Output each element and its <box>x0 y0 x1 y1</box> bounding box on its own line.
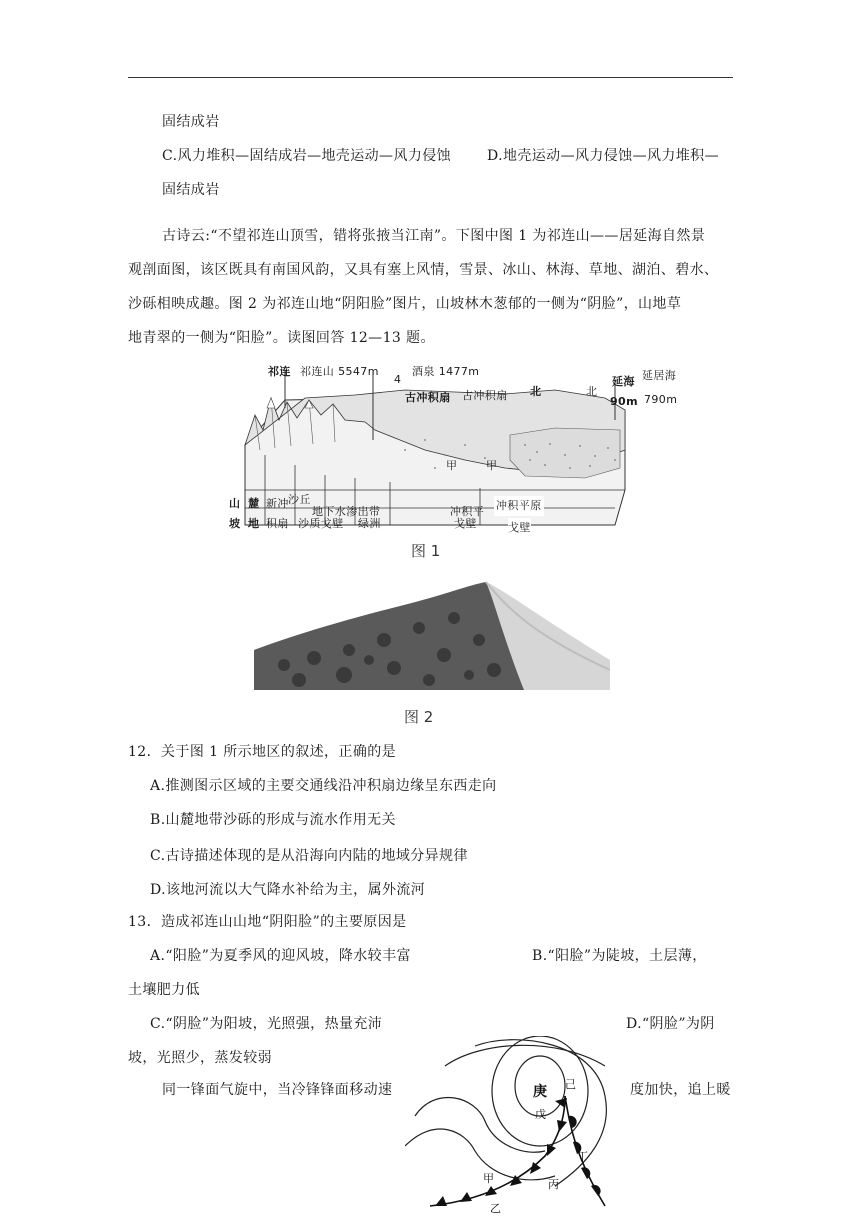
label-shaqiu: 沙丘 <box>288 493 311 506</box>
question-12: 12．关于图 1 所示地区的叙述，正确的是 <box>128 744 397 760</box>
label-chongji: 冲积平原 <box>494 496 544 516</box>
option-13c: C.“阴脸”为阳坡，光照强，热量充沛 <box>150 1016 383 1032</box>
label-dixia: 地下水渗出带 <box>312 505 381 518</box>
label-qilian: 祁连山 5547m <box>300 365 379 378</box>
option-d: D.地壳运动—风力侵蚀—风力堆积— <box>487 148 719 164</box>
label-ji: 己 <box>565 1078 576 1091</box>
label-jia-1: 甲 <box>446 459 458 472</box>
label-shan: 山 <box>229 497 241 510</box>
passage-line: 沙砾相映成趣。图 2 为祁连山地“阴阳脸”图片，山坡林木葱郁的一侧为“阴脸”，山地草 <box>128 296 682 312</box>
label-90m: 90m <box>610 395 638 408</box>
label-shazhi: 沙质戈壁 <box>298 517 344 530</box>
passage-line: 地青翠的一侧为“阳脸”。读图回答 12—13 题。 <box>128 330 435 346</box>
label-qilian-short: 祁连 <box>268 365 291 378</box>
option-13a: A.“阳脸”为夏季风的迎风坡，降水较丰富 <box>150 948 411 964</box>
passage-line: 同一锋面气旋中，当冷锋锋面移动速 <box>162 1082 393 1098</box>
label-jia-2: 甲 <box>486 459 498 472</box>
label-wu: 戊 <box>535 1108 546 1121</box>
label-gebi: 戈壁 <box>508 518 531 538</box>
option-12a: A.推测图示区域的主要交通线沿冲积扇边缘呈东西走向 <box>150 778 497 794</box>
label-jiuquan: 酒泉 1477m <box>412 365 480 378</box>
text-line: 固结成岩 <box>162 182 220 198</box>
label-lu: 麓 <box>248 497 260 510</box>
label-chongji-a: 冲积平 <box>450 505 485 518</box>
figure-2-caption: 图 2 <box>404 708 434 726</box>
label-yi: 乙 <box>490 1202 501 1215</box>
text-line: 固结成岩 <box>162 114 220 130</box>
label-jia: 甲 <box>483 1172 494 1185</box>
label-bei-2: 北 <box>586 385 598 398</box>
label-gu-fan-2: 古冲积扇 <box>462 389 508 402</box>
label-jishan: 积扇 <box>266 517 289 530</box>
label-790m: 790m <box>644 393 678 406</box>
passage-line: 度加快，追上暖 <box>630 1082 731 1098</box>
label-ding: 丁 <box>577 1150 588 1163</box>
label-gebi-a: 戈壁 <box>454 517 477 530</box>
option-c: C.风力堆积—固结成岩—地壳运动—风力侵蚀 <box>162 148 452 164</box>
label-yanjuhai: 延居海 <box>642 369 677 382</box>
label-gu-fan: 古冲积扇 <box>405 391 451 404</box>
figure-1-caption: 图 1 <box>411 542 441 560</box>
label-yanjuhai-short: 延海 <box>612 375 635 388</box>
label-four: 4 <box>394 373 402 386</box>
label-bei: 北 <box>530 385 542 398</box>
figure-2-photo <box>254 580 610 690</box>
option-12b: B.山麓地带沙砾的形成与流水作用无关 <box>150 812 396 828</box>
option-13b-cont: 土壤肥力低 <box>128 982 200 998</box>
option-12d: D.该地河流以大气降水补给为主，属外流河 <box>150 882 426 898</box>
option-13b: B.“阳脸”为陡坡，土层薄， <box>532 948 707 964</box>
label-geng: 庚 <box>533 1084 547 1100</box>
label-po: 坡 <box>229 517 241 530</box>
passage-line: 古诗云:“不望祁连山顶雪，错将张掖当江南”。下图中图 1 为祁连山——居延海自然景 <box>162 228 706 244</box>
label-xin: 新冲 <box>266 497 289 510</box>
question-13: 13．造成祁连山山地“阴阳脸”的主要原因是 <box>128 914 407 930</box>
option-12c: C.古诗描述体现的是从沿海向内陆的地域分异规律 <box>150 848 468 864</box>
header-rule <box>128 77 733 78</box>
label-bing: 丙 <box>548 1178 559 1191</box>
label-lvzhou: 绿洲 <box>358 517 381 530</box>
option-13d: D.“阴脸”为阴 <box>626 1016 715 1032</box>
label-di: 地 <box>248 517 260 530</box>
option-13d-cont: 坡，光照少，蒸发较弱 <box>128 1050 272 1066</box>
figure-3-cyclone <box>405 1036 630 1216</box>
passage-line: 观剖面图，该区既具有南国风韵，又具有塞上风情，雪景、冰山、林海、草地、湖泊、碧水、 <box>128 262 719 278</box>
